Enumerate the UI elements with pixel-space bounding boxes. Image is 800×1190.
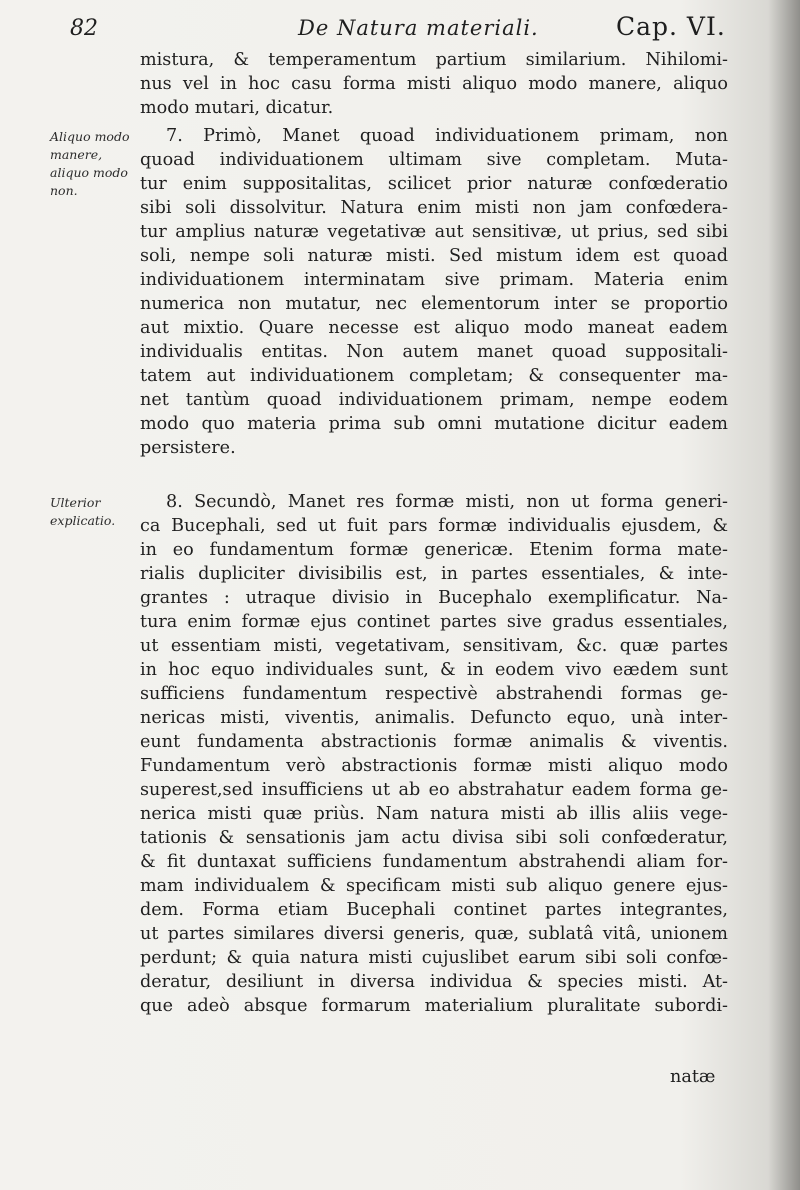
text-line: modo mutari, dicatur. [140,98,334,118]
text-line: aut mixtio. Quare necesse est aliquo modo maneat eadem [140,318,728,338]
text-line: nus vel in hoc casu forma misti aliquo modo manere, aliquo [140,74,728,94]
text-line: tationis & sensationis jam actu divisa sibi soli confœderatur, [140,828,728,848]
text-line: in eo fundamentum formæ genericæ. Etenim forma mate- [140,540,728,560]
running-head [60,10,800,46]
text-line: Fundamentum verò abstractionis formæ misti aliquo modo [140,756,728,776]
text-line: que adeò absque formarum materialium pluralitate subordi- [140,996,728,1016]
text-line: net tantùm quoad individuationem primam, nempe eodem [140,390,728,410]
page-number: 82 [70,16,98,41]
text-line: ca Bucephali, sed ut fuit pars formæ individualis ejusdem, & [140,516,728,536]
text-line: modo quo materia prima sub omni mutatione dicitur eadem [140,414,728,434]
text-line: tura enim formæ ejus continet partes sive gradus essentiales, [140,612,728,632]
text-line: eunt fundamenta abstractionis formæ animalis & viventis. [140,732,728,752]
text-line: tatem aut individuationem completam; & consequenter ma- [140,366,728,386]
text-line: tur amplius naturæ vegetativæ aut sensitivæ, ut prius, sed sibi [140,222,728,242]
margin-note-ulterior-explicatio: Ulterior explicatio. [50,495,116,528]
running-title: De Natura materiali. [298,16,539,40]
text-line: mam individualem & specificam misti sub aliquo genere ejus- [140,876,728,896]
text-line: nericas misti, viventis, animalis. Defuncto equo, unà inter- [140,708,728,728]
text-line: numerica non mutatur, nec elementorum inter se proportio [140,294,728,314]
margin-note-aliquo-modo: Aliquo modo manere, aliquo modo non. [50,129,130,198]
text-line: soli, nempe soli naturæ misti. Sed mistum idem est quoad [140,246,728,266]
text-line: ut essentiam misti, vegetativam, sensitivam, &c. quæ partes [140,636,728,656]
text-line: tur enim suppositalitas, scilicet prior naturæ confœderatio [140,174,728,194]
paragraph-8 [140,490,728,1018]
text-line: 8. Secundò, Manet res formæ misti, non ut forma generi- [166,492,728,512]
text-line: mistura, & temperamentum partium similarium. Nihilomi- [140,50,728,70]
text-line: & fit duntaxat sufficiens fundamentum abstrahendi aliam for- [140,852,728,872]
paragraph-7 [140,124,728,460]
text-line: 7. Primò, Manet quoad individuationem primam, non [166,126,728,146]
catchword: natæ [670,1067,716,1087]
text-line: superest,sed insufficiens ut ab eo abstrahatur eadem forma ge- [140,780,728,800]
text-line: sibi soli dissolvitur. Natura enim misti non jam confœdera- [140,198,728,218]
text-line: in hoc equo individuales sunt, & in eodem vivo eædem sunt [140,660,728,680]
text-line: dem. Forma etiam Bucephali continet partes integrantes, [140,900,728,920]
chapter-label: Cap. VI. [616,12,726,41]
text-line: nerica misti quæ priùs. Nam natura misti ab illis aliis vege- [140,804,728,824]
text-line: persistere. [140,438,236,458]
text-line: quoad individuationem ultimam sive completam. Muta- [140,150,728,170]
text-line: deratur, desiliunt in diversa individua & species misti. At- [140,972,728,992]
text-line: individualis entitas. Non autem manet quoad suppositali- [140,342,728,362]
text-line: sufficiens fundamentum respectivè abstrahendi formas ge- [140,684,728,704]
text-line: rialis dupliciter divisibilis est, in partes essentiales, & inte- [140,564,728,584]
paragraph-continuation [140,48,728,120]
text-line: perdunt; & quia natura misti cujuslibet earum sibi soli confœ- [140,948,728,968]
text-line: individuationem interminatam sive primam. Materia enim [140,270,728,290]
text-line: ut partes similares diversi generis, quæ, sublatâ vitâ, unionem [140,924,728,944]
text-line: grantes : utraque divisio in Bucephalo exemplificatur. Na- [140,588,728,608]
